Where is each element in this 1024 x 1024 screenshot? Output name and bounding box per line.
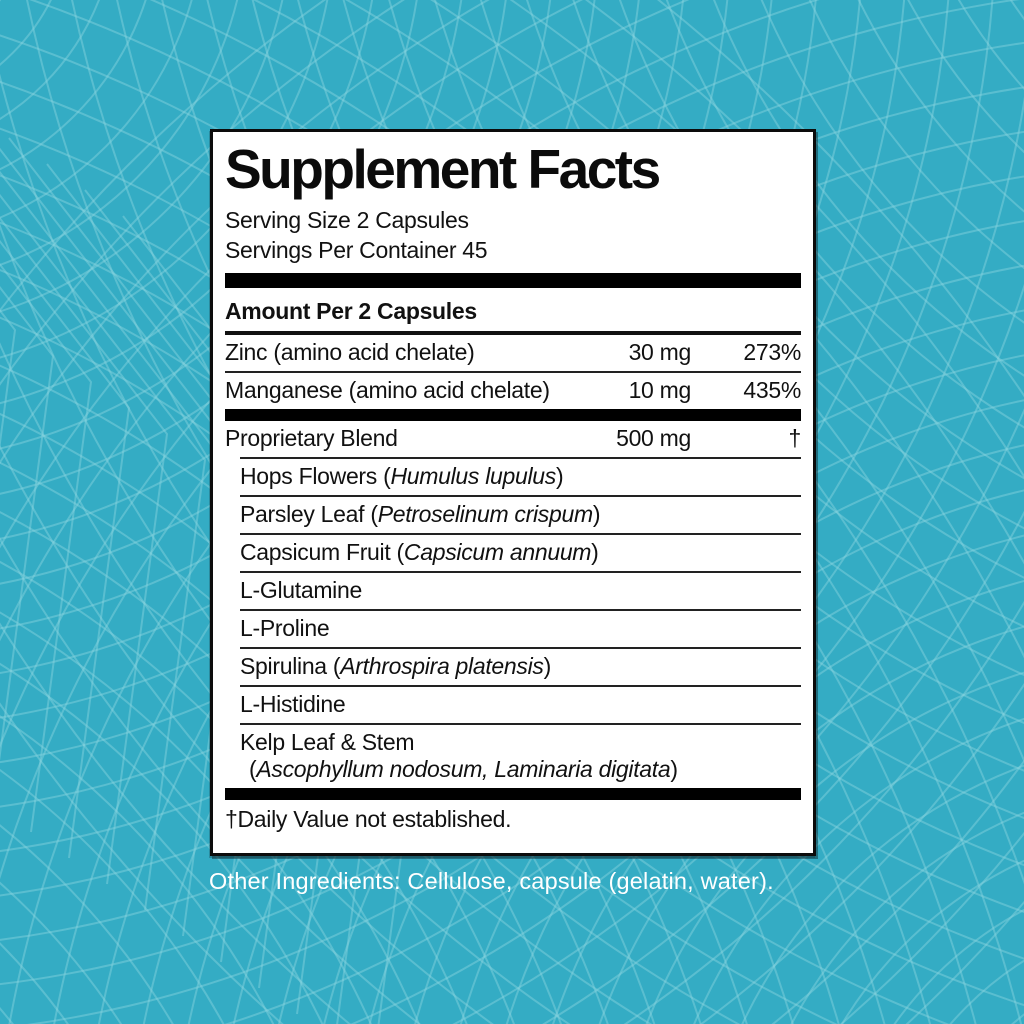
latin-name: Capsicum annuum bbox=[403, 539, 592, 565]
blend-item-name: L-Proline bbox=[240, 615, 330, 641]
blend-items bbox=[225, 457, 801, 788]
blend-item-suffix: ) bbox=[543, 653, 551, 679]
blend-item-name: Capsicum Fruit ( bbox=[240, 539, 404, 565]
latin-name: Petroselinum crispum bbox=[377, 501, 593, 527]
latin-name: Humulus lupulus bbox=[390, 463, 556, 489]
blend-item-name: Parsley Leaf ( bbox=[240, 501, 378, 527]
blend-item-kelp bbox=[240, 723, 801, 788]
footnote: †Daily Value not established. bbox=[225, 806, 512, 832]
serving-size: Serving Size 2 Capsules bbox=[225, 207, 469, 233]
other-ingredients: Other Ingredients: Cellulose, capsule (gelatin, water). bbox=[209, 868, 774, 894]
dagger-symbol: † bbox=[788, 425, 801, 451]
blend-item-name: L-Glutamine bbox=[240, 577, 362, 603]
blend-item bbox=[240, 685, 801, 723]
blend-item-suffix: ) bbox=[591, 539, 599, 565]
blend-header-row bbox=[225, 421, 801, 457]
blend-item bbox=[240, 495, 801, 533]
blend-item bbox=[240, 571, 801, 609]
divider-bar-top bbox=[225, 273, 801, 288]
nutrient-rows bbox=[225, 335, 801, 409]
latin-name: Ascophyllum nodosum, Laminaria digitata bbox=[256, 756, 671, 782]
blend-item-name: Spirulina ( bbox=[240, 653, 341, 679]
blend-amount: 500 mg bbox=[616, 425, 691, 451]
blend-item-name: Hops Flowers ( bbox=[240, 463, 391, 489]
blend-name: Proprietary Blend bbox=[225, 425, 398, 451]
servings-per-container: Servings Per Container 45 bbox=[225, 237, 488, 263]
blend-item-suffix: ) bbox=[592, 501, 601, 527]
nutrient-name: Zinc (amino acid chelate) bbox=[225, 339, 475, 365]
nutrient-amount: 30 mg bbox=[628, 339, 691, 365]
nutrient-row bbox=[225, 335, 801, 371]
blend-item-name: L-Histidine bbox=[240, 691, 346, 717]
nutrient-row bbox=[225, 371, 801, 409]
divider-bar-middle bbox=[225, 409, 801, 421]
nutrient-dv: 435% bbox=[743, 377, 801, 403]
divider-bar-bottom bbox=[225, 788, 801, 800]
nutrient-dv: 273% bbox=[743, 339, 801, 365]
nutrient-name: Manganese (amino acid chelate) bbox=[225, 377, 550, 403]
blend-item bbox=[240, 647, 801, 685]
blend-item bbox=[240, 457, 801, 495]
blend-item-suffix: ) bbox=[555, 463, 564, 489]
blend-item bbox=[240, 609, 801, 647]
supplement-facts-label bbox=[210, 129, 816, 856]
blend-item bbox=[240, 533, 801, 571]
latin-name: Arthrospira platensis bbox=[340, 653, 544, 679]
label-title: Supplement Facts bbox=[225, 138, 659, 200]
nutrient-amount: 10 mg bbox=[628, 377, 691, 403]
blend-item-name: Kelp Leaf & Stem bbox=[240, 729, 415, 755]
amount-header: Amount Per 2 Capsules bbox=[225, 298, 477, 324]
blend-item-latin-line: (Ascophyllum nodosum, Laminaria digitata) bbox=[249, 756, 678, 782]
